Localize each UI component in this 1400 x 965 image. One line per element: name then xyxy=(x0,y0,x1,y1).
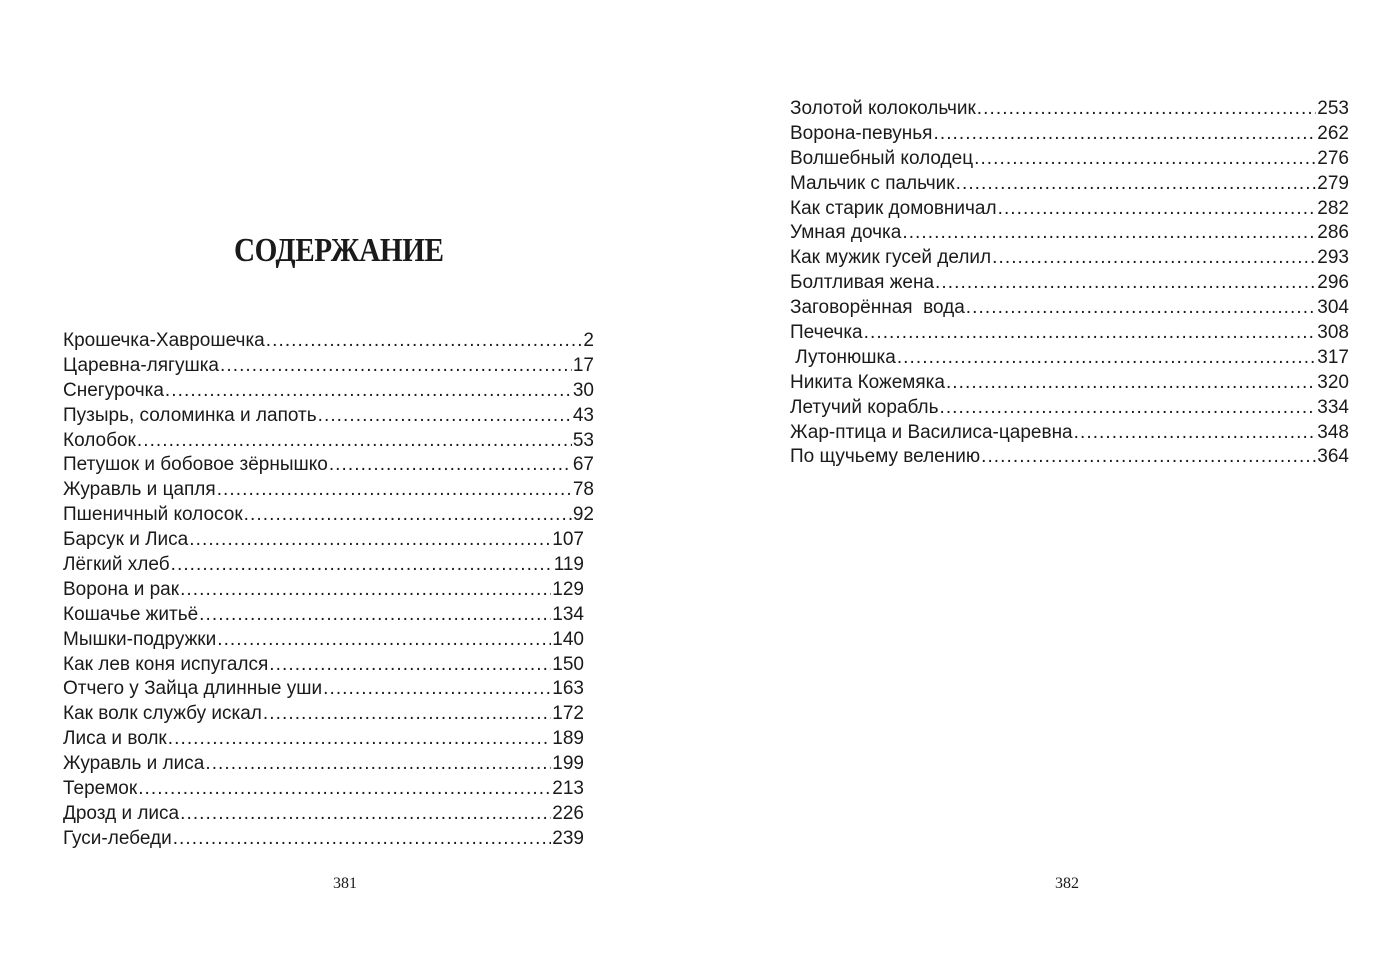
toc-entry xyxy=(63,553,622,578)
toc-entry xyxy=(63,379,622,404)
toc-entry-page: 348 xyxy=(1317,421,1349,443)
dot-leader xyxy=(217,478,572,503)
dot-leader xyxy=(323,677,551,702)
dot-leader xyxy=(956,172,1317,197)
toc-entry-page: 150 xyxy=(552,653,584,675)
dot-leader xyxy=(189,528,551,553)
toc-entry-title: Золотой колокольчик xyxy=(790,98,976,119)
toc-entry-title: Кошачье житьё xyxy=(63,603,199,625)
toc-entry-page: 92 xyxy=(572,504,594,526)
toc-entry-page: 320 xyxy=(1317,371,1349,393)
toc-entry-title: Мышки-подружки xyxy=(63,628,217,650)
toc-entry-title: Пузырь, соломинка и лапоть xyxy=(63,404,317,426)
dot-leader xyxy=(137,429,572,454)
toc-entry-page: 308 xyxy=(1317,322,1349,344)
toc-entry xyxy=(63,404,622,429)
toc-entry xyxy=(790,147,1349,172)
toc-entry xyxy=(790,396,1349,421)
toc-entry-page: 53 xyxy=(572,429,594,451)
dot-leader xyxy=(933,122,1316,147)
page-title: СОДЕРЖАНИЕ xyxy=(234,232,444,269)
toc-entry xyxy=(63,503,622,528)
toc-entry xyxy=(63,478,622,503)
toc-entry xyxy=(63,528,622,553)
dot-leader xyxy=(180,578,551,603)
dot-leader xyxy=(266,329,583,354)
toc-entry-page: 213 xyxy=(552,778,584,800)
toc-entry-page: 134 xyxy=(552,603,584,625)
dot-leader xyxy=(263,702,551,727)
toc-entry xyxy=(63,628,622,653)
toc-entry-title: Ворона-певунья xyxy=(790,122,933,144)
dot-leader xyxy=(1074,421,1317,446)
toc-entry-page: 163 xyxy=(552,678,584,700)
toc-entry-page: 226 xyxy=(552,802,584,824)
toc-entry-page: 119 xyxy=(553,554,584,576)
toc-list-left xyxy=(63,329,622,852)
toc-entry xyxy=(790,197,1349,222)
toc-entry xyxy=(63,453,622,478)
right-page xyxy=(700,0,1400,965)
toc-entry xyxy=(63,752,622,777)
toc-entry xyxy=(63,429,622,454)
dot-leader xyxy=(998,197,1317,222)
dot-leader xyxy=(217,628,551,653)
toc-entry-page: 279 xyxy=(1317,172,1349,194)
dot-leader xyxy=(199,603,551,628)
toc-entry-title: Пшеничный колосок xyxy=(63,504,243,526)
toc-entry xyxy=(63,777,622,802)
dot-leader xyxy=(180,802,551,827)
toc-entry-page: 107 xyxy=(552,529,584,551)
dot-leader xyxy=(977,97,1317,122)
toc-entry-title: Летучий корабль xyxy=(790,396,939,418)
toc-entry-page: 140 xyxy=(552,628,584,650)
toc-list-right xyxy=(790,97,1349,470)
toc-entry xyxy=(63,677,622,702)
toc-entry-page: 364 xyxy=(1317,446,1349,468)
dot-leader xyxy=(902,221,1316,246)
toc-entry xyxy=(790,246,1349,271)
toc-entry-page: 189 xyxy=(552,728,584,750)
toc-entry xyxy=(63,329,622,354)
toc-entry-title: Как волк службу искал xyxy=(63,703,262,725)
toc-entry-title: Умная дочка xyxy=(790,222,902,244)
toc-entry xyxy=(790,371,1349,396)
toc-entry-page: 296 xyxy=(1317,272,1349,294)
toc-entry xyxy=(790,321,1349,346)
toc-entry-page: 304 xyxy=(1317,297,1349,319)
toc-entry-title: Петушок и бобовое зёрнышко xyxy=(63,454,328,476)
toc-entry-title: Как старик домовничал xyxy=(790,197,997,219)
toc-entry-page: 172 xyxy=(552,703,584,725)
toc-entry xyxy=(790,122,1349,147)
toc-entry xyxy=(63,702,622,727)
toc-entry xyxy=(790,271,1349,296)
toc-entry-page: 317 xyxy=(1317,346,1349,368)
dot-leader xyxy=(165,379,572,404)
dot-leader xyxy=(966,296,1317,321)
page-number-right: 382 xyxy=(1055,875,1079,892)
toc-entry-page: 67 xyxy=(572,454,594,476)
toc-entry-page: 239 xyxy=(552,827,584,849)
toc-entry-title: Как мужик гусей делил xyxy=(790,247,992,269)
toc-entry-page: 78 xyxy=(572,479,594,501)
toc-entry-title: Отчего у Зайца длинные уши xyxy=(63,678,323,700)
toc-entry-page: 286 xyxy=(1317,222,1349,244)
toc-entry-page: 17 xyxy=(572,354,594,376)
toc-entry-page: 30 xyxy=(572,379,594,401)
dot-leader xyxy=(168,727,552,752)
dot-leader xyxy=(171,553,553,578)
toc-entry-page: 129 xyxy=(552,578,584,600)
toc-entry-title: Журавль и лиса xyxy=(63,753,205,775)
dot-leader xyxy=(173,827,552,852)
toc-entry-title: Лиса и волк xyxy=(63,728,167,750)
toc-entry-page: 282 xyxy=(1317,197,1349,219)
dot-leader xyxy=(974,147,1316,172)
toc-entry xyxy=(63,727,622,752)
dot-leader xyxy=(946,371,1316,396)
toc-entry xyxy=(63,578,622,603)
toc-entry-title: Волшебный колодец xyxy=(790,147,974,169)
toc-entry xyxy=(63,653,622,678)
toc-entry xyxy=(63,354,622,379)
toc-entry xyxy=(790,97,1349,122)
dot-leader xyxy=(205,752,551,777)
toc-entry-page: 293 xyxy=(1317,247,1349,269)
dot-leader xyxy=(244,503,572,528)
dot-leader xyxy=(981,445,1316,470)
page-number-left: 381 xyxy=(333,875,357,892)
toc-entry-title: Снегурочка xyxy=(63,379,164,401)
toc-entry-page: 334 xyxy=(1317,396,1349,418)
dot-leader xyxy=(269,653,551,678)
toc-entry-page: 43 xyxy=(572,404,594,426)
toc-entry-title: Печечка xyxy=(790,322,863,344)
toc-entry-title: Барсук и Лиса xyxy=(63,529,189,551)
toc-entry-title: Мальчик с пальчик xyxy=(790,172,955,194)
toc-entry-title: Крошечка-Хаврошечка xyxy=(63,330,265,351)
dot-leader xyxy=(992,246,1316,271)
toc-entry-title: Гуси-лебеди xyxy=(63,827,172,849)
toc-entry-page: 276 xyxy=(1317,147,1349,169)
toc-entry-title: Теремок xyxy=(63,778,138,800)
toc-entry xyxy=(790,296,1349,321)
toc-entry xyxy=(790,421,1349,446)
toc-entry xyxy=(63,802,622,827)
toc-entry-title: Жар-птица и Василиса-царевна xyxy=(790,421,1073,443)
toc-entry-title: Ворона и рак xyxy=(63,578,180,600)
toc-entry-title: Заговорённая вода xyxy=(790,297,965,319)
toc-entry-title: Как лев коня испугался xyxy=(63,653,269,675)
dot-leader xyxy=(220,354,572,379)
toc-entry xyxy=(790,445,1349,470)
toc-entry xyxy=(790,221,1349,246)
toc-entry-title: Лутонюшка xyxy=(790,346,896,368)
toc-entry-title: Никита Кожемяка xyxy=(790,371,945,393)
toc-entry-title: Болтливая жена xyxy=(790,272,935,294)
toc-entry-title: По щучьему велению xyxy=(790,446,981,468)
toc-entry-title: Царевна-лягушка xyxy=(63,354,219,376)
toc-entry-page: 199 xyxy=(552,753,584,775)
toc-entry xyxy=(63,603,622,628)
toc-entry xyxy=(790,172,1349,197)
toc-entry-title: Дрозд и лиса xyxy=(63,802,180,824)
dot-leader xyxy=(318,404,572,429)
toc-entry-title: Лёгкий хлеб xyxy=(63,554,170,576)
dot-leader xyxy=(329,453,572,478)
toc-entry xyxy=(790,346,1349,371)
toc-entry-page: 253 xyxy=(1317,98,1349,119)
dot-leader xyxy=(897,346,1316,371)
toc-entry-title: Журавль и цапля xyxy=(63,479,216,501)
toc-entry xyxy=(63,827,622,852)
dot-leader xyxy=(939,396,1316,421)
dot-leader xyxy=(935,271,1316,296)
dot-leader xyxy=(138,777,551,802)
dot-leader xyxy=(864,321,1317,346)
toc-entry-page: 2 xyxy=(583,330,594,351)
toc-entry-title: Колобок xyxy=(63,429,136,451)
toc-entry-page: 262 xyxy=(1317,122,1349,144)
